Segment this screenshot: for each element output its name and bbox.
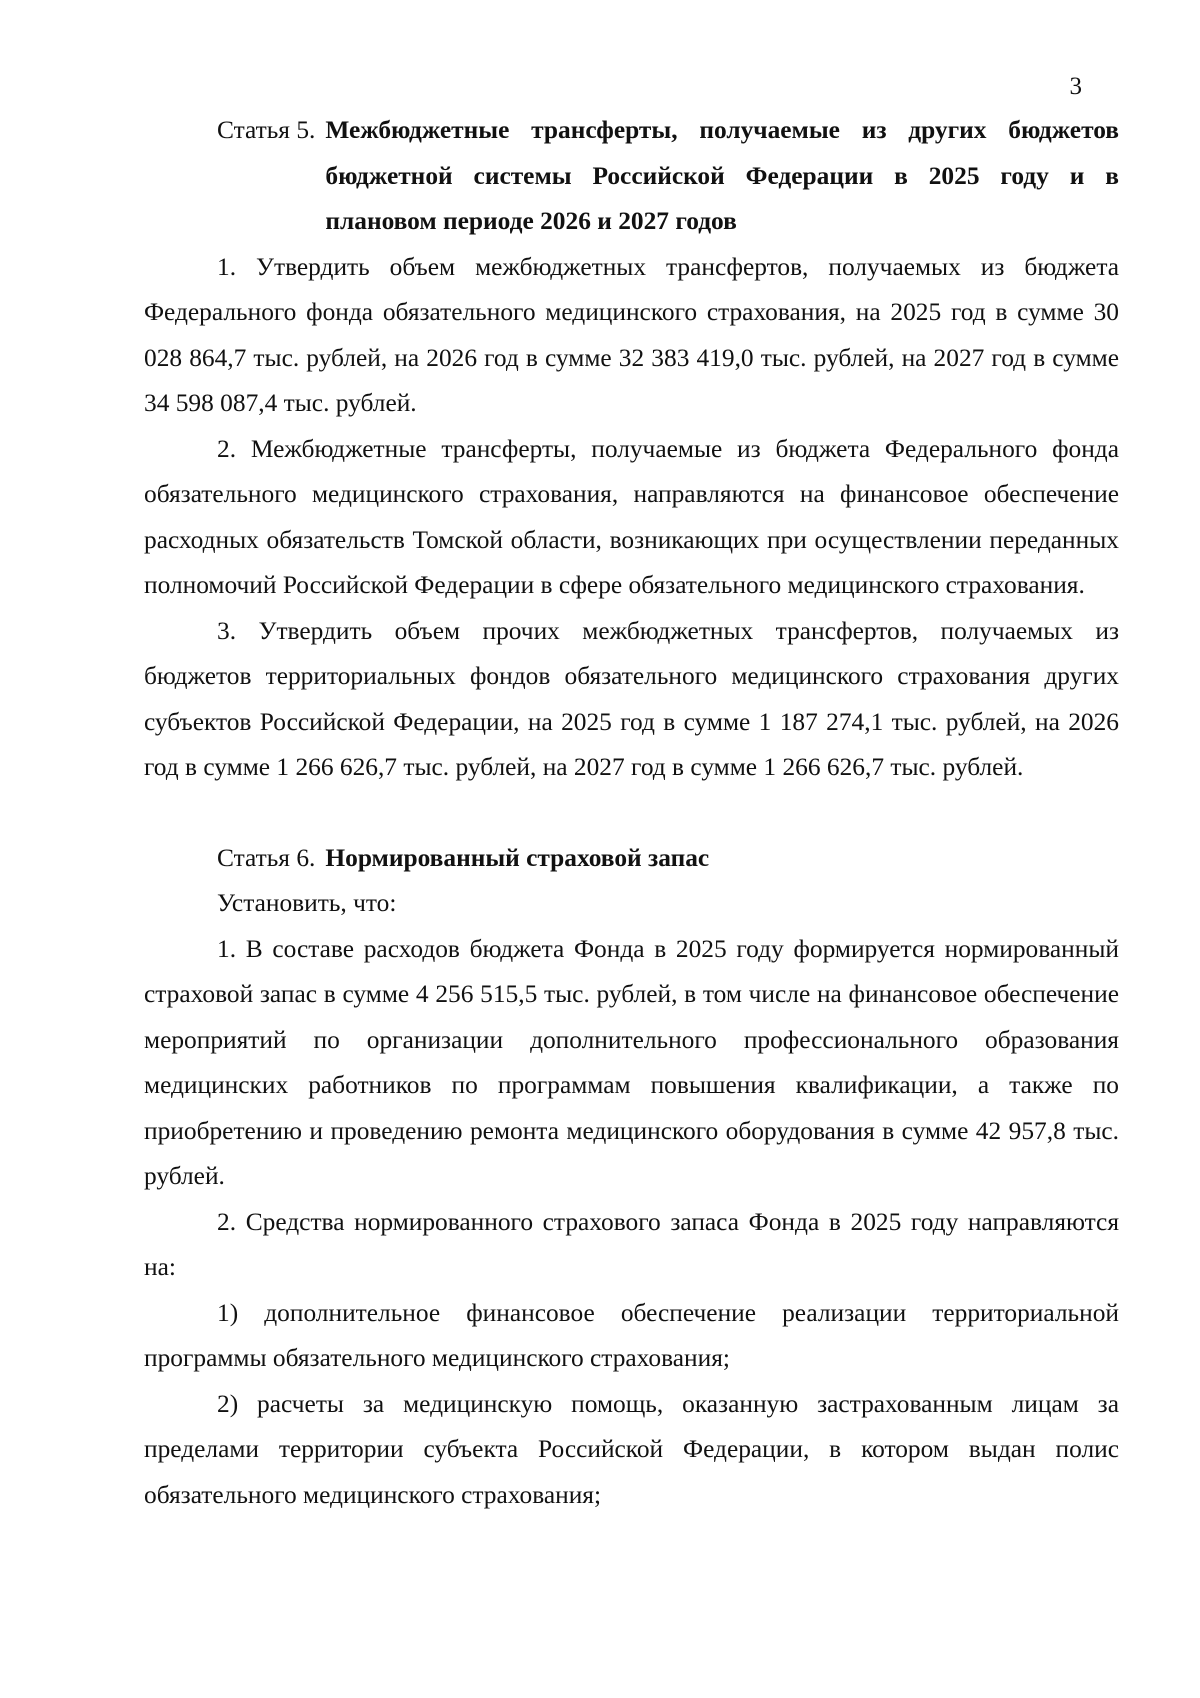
- article-5-heading: [217, 108, 1119, 245]
- article-6-title: Нормированный страховой запас: [325, 843, 710, 872]
- article-6-paragraph-4: 2) расчеты за медицинскую помощь, оказанную застрахованным лицам за пределами территории субъекта Российской Федерации, в котором выдан полис обязательного медицинского страхования;: [144, 1389, 1119, 1509]
- article-6-label: Статья 6.: [217, 843, 316, 872]
- article-5-paragraph-3: 3. Утвердить объем прочих межбюджетных трансфертов, получаемых из бюджетов территориальных фондов обязательного медицинского страхования других субъектов Российской Федерации, на 2025 год в сумме 1 187 274,1 тыс. рублей, на 2026 год в сумме 1 266 626,7 тыс. рублей, на 2027 год в сумме 1 266 626,7 тыс. рублей.: [144, 616, 1119, 781]
- article-5-paragraph-2: 2. Межбюджетные трансферты, получаемые из бюджета Федерального фонда обязательного медицинского страхования, направляются на финансовое обеспечение расходных обязательств Томской области, возникающих при осуществлении переданных полномочий Российской Федерации в сфере обязательного медицинского страхования.: [144, 434, 1119, 599]
- article-6-heading: [217, 836, 1119, 882]
- article-5-paragraph-1: 1. Утвердить объем межбюджетных трансфертов, получаемых из бюджета Федерального фонда обязательного медицинского страхования, на 2025 год в сумме 30 028 864,7 тыс. рублей, на 2026 год в сумме 32 383 419,0 тыс. рублей, на 2027 год в сумме 34 598 087,4 тыс. рублей.: [144, 252, 1119, 417]
- article-6-paragraph-3: 1) дополнительное финансовое обеспечение реализации территориальной программы обязательного медицинского страхования;: [144, 1298, 1119, 1372]
- article-6-paragraph-1: 1. В составе расходов бюджета Фонда в 2025 году формируется нормированный страховой запас в сумме 4 256 515,5 тыс. рублей, в том числе на финансовое обеспечение мероприятий по организации дополнительного профессионального образования медицинских работников по программам повышения квалификации, а также по приобретению и проведению ремонта медицинского оборудования в сумме 42 957,8 тыс. рублей.: [144, 934, 1119, 1190]
- article-5-title: Межбюджетные трансферты, получаемые из других бюджетов бюджетной системы Российской Федерации в 2025 году и в плановом периоде 2026 и 2027 годов: [325, 116, 1119, 235]
- article-5-label: Статья 5.: [217, 116, 316, 144]
- document-body: [144, 108, 1119, 1518]
- article-6-intro: Установить, что:: [217, 889, 397, 917]
- page-number: 3: [1069, 73, 1082, 100]
- article-6-paragraph-2: 2. Средства нормированного страхового запаса Фонда в 2025 году направляются на:: [144, 1207, 1119, 1281]
